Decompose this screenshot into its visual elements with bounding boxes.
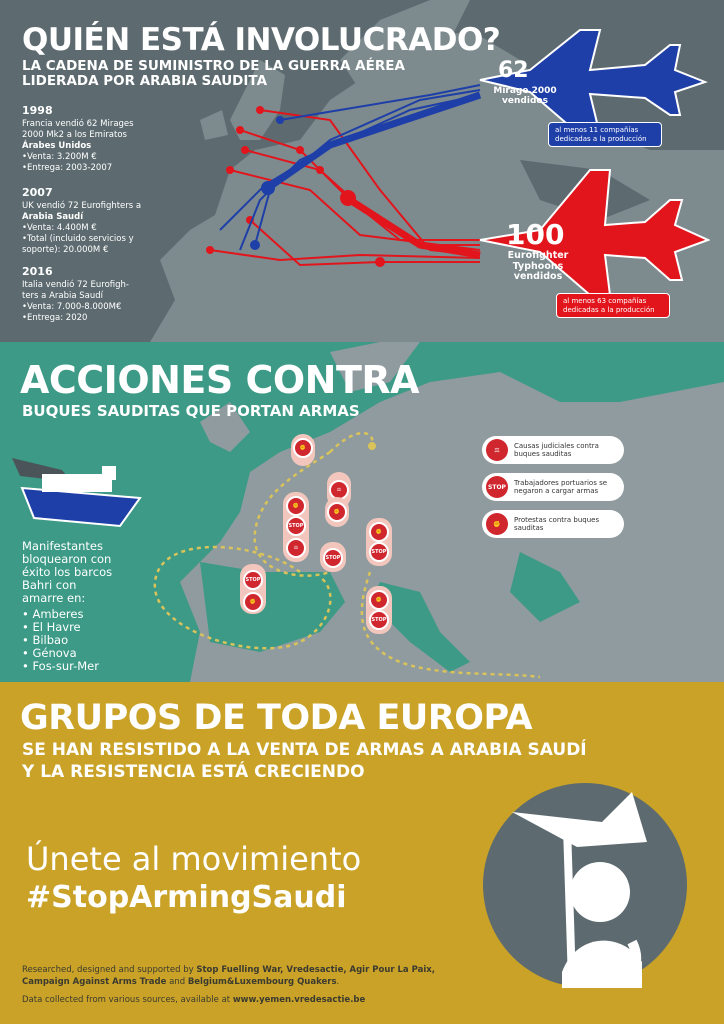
gavel-icon: ⚖ [486, 439, 508, 461]
legend-text [514, 442, 599, 459]
entry-line: •Venta: 3.200M € [22, 152, 97, 162]
eurofighter-companies-badge [556, 293, 670, 318]
credits-orgs: Belgium&Luxembourg Quakers [187, 977, 337, 987]
entry-line: •Venta: 4.400M € [22, 223, 97, 233]
protest-marker: ✊ [369, 522, 389, 542]
port-item: • Fos-sur-Mer [22, 660, 112, 673]
protest-marker: ✊ [293, 438, 313, 458]
badge-line: dedicadas a la producción [555, 134, 647, 143]
section1-title: QUIÉN ESTÁ INVOLUCRADO? [22, 22, 501, 58]
badge-line: al menos 11 compañías [555, 126, 639, 134]
legend-protests [482, 510, 624, 538]
stop-marker: STOP [243, 570, 263, 590]
mirage-label-line: Mirage 2000 [493, 86, 557, 96]
port-item: • Amberes [22, 608, 112, 621]
port-item: • Génova [22, 647, 112, 660]
legend-text [514, 516, 599, 533]
eurofighter-label-line: vendidos [513, 271, 563, 282]
eurofighter-count: 100 [506, 218, 565, 251]
supply-chain-section [0, 0, 724, 342]
entry-year: 1998 [22, 104, 53, 117]
entry-line: •Entrega: 2003-2007 [22, 163, 113, 173]
stop-marker: STOP [369, 542, 389, 562]
legend-line: sauditas [514, 524, 544, 532]
credits-text: Researched, designed and supported by [22, 965, 197, 975]
stop-marker: STOP [323, 548, 343, 568]
flag-person-icon [482, 782, 688, 988]
badge-line: dedicadas a la producción [563, 305, 655, 314]
credits-orgs: Campaign Against Arms Trade [22, 977, 167, 987]
entry-text [22, 119, 134, 174]
eurofighter-label-line: Eurofighter [507, 250, 569, 261]
source-link[interactable]: www.yemen.vredesactie.be [232, 995, 366, 1005]
bahri-line: Bahri con [22, 578, 77, 592]
legend-line: Protestas contra buques [514, 515, 600, 524]
entry-text [22, 280, 129, 324]
hashtag-text: #StopArmingSaudi [26, 880, 347, 915]
mirage-companies-badge [548, 122, 662, 147]
credits-orgs: Stop Fuelling War, Vredesactie, Agir Pour La Paix, [196, 965, 435, 975]
entry-line: •Total (incluido servicios y [22, 234, 134, 244]
gavel-marker: ⚖ [329, 480, 349, 500]
stop-marker: STOP [369, 610, 389, 630]
entry-line: •Venta: 7.000-8.000M€ [22, 302, 122, 312]
ports-list [22, 608, 112, 673]
badge-line: al menos 63 compañías [563, 297, 647, 305]
bahri-blockade-text [22, 540, 112, 673]
entry-line: UK vendió 72 Eurofighters a [22, 201, 142, 211]
entry-year: 2007 [22, 186, 53, 199]
legend-line: Causas judiciales contra [514, 441, 599, 450]
legend-line: buques sauditas [514, 450, 572, 458]
ship-actions-section [0, 342, 724, 682]
bahri-line: bloquearon con [22, 552, 112, 566]
protest-marker: ✊ [286, 496, 306, 516]
entry-line: Árabes Unidos [22, 141, 92, 151]
protest-icon: ✊ [486, 513, 508, 535]
entry-line: 2000 Mk2 a los Emiratos [22, 130, 127, 140]
entry-line: Arabia Saudí [22, 212, 84, 222]
entry-line: ters a Arabia Saudí [22, 291, 104, 301]
legend-dock-workers [482, 473, 624, 501]
port-item: • El Havre [22, 621, 112, 634]
mirage-label-line: vendidos [502, 96, 548, 106]
gavel-marker: ⚖ [286, 538, 306, 558]
legend-line: Trabajadores portuarios se [514, 478, 608, 487]
section2-subtitle: BUQUES SAUDITAS QUE PORTAN ARMAS [22, 402, 360, 420]
stop-marker: STOP [286, 516, 306, 536]
join-movement-text: Únete al movimiento [26, 840, 362, 878]
section3-subtitle-line1: SE HAN RESISTIDO A LA VENTA DE ARMAS A ARABIA SAUDÍ [22, 740, 587, 760]
bahri-line: amarre en: [22, 591, 86, 605]
section3-subtitle-line2: Y LA RESISTENCIA ESTÁ CRECIENDO [22, 762, 365, 782]
legend-line: negaron a cargar armas [514, 487, 599, 495]
credits-text: and [166, 977, 188, 987]
credits-text: . [336, 977, 340, 987]
legend-court-cases [482, 436, 624, 464]
credits-line-2 [22, 976, 339, 988]
section1-subtitle-line1: LA CADENA DE SUMINISTRO DE LA GUERRA AÉREA [22, 58, 405, 74]
stop-icon: STOP [486, 476, 508, 498]
mirage-count: 62 [498, 58, 529, 83]
entry-line: Italia vendió 72 Eurofigh- [22, 280, 129, 290]
mirage-label [484, 86, 566, 106]
protest-marker: ✊ [369, 590, 389, 610]
entry-line: soporte): 20.000M € [22, 245, 109, 255]
section3-title: GRUPOS DE TODA EUROPA [20, 698, 533, 738]
entry-text [22, 201, 141, 256]
bahri-line: éxito los barcos [22, 565, 113, 579]
credits-line-3 [22, 994, 365, 1006]
resistance-section [0, 682, 724, 1024]
legend-text [514, 479, 607, 496]
entry-line: Francia vendió 62 Mirages [22, 119, 134, 129]
credits-line-1 [22, 964, 435, 976]
port-item: • Bilbao [22, 634, 112, 647]
eurofighter-label-line: Typhoons [512, 260, 564, 272]
bahri-line: Manifestantes [22, 539, 103, 553]
section2-title: ACCIONES CONTRA [20, 358, 420, 402]
cargo-ship-icon [12, 448, 144, 528]
eurofighter-label [496, 251, 580, 283]
entry-year: 2016 [22, 265, 53, 278]
entry-line: •Entrega: 2020 [22, 313, 88, 323]
protest-marker: ✊ [327, 502, 347, 522]
credits-text: Data collected from various sources, available at [22, 995, 233, 1005]
protest-marker: ✊ [243, 592, 263, 612]
section1-subtitle-line2: LIDERADA POR ARABIA SAUDITA [22, 73, 268, 89]
